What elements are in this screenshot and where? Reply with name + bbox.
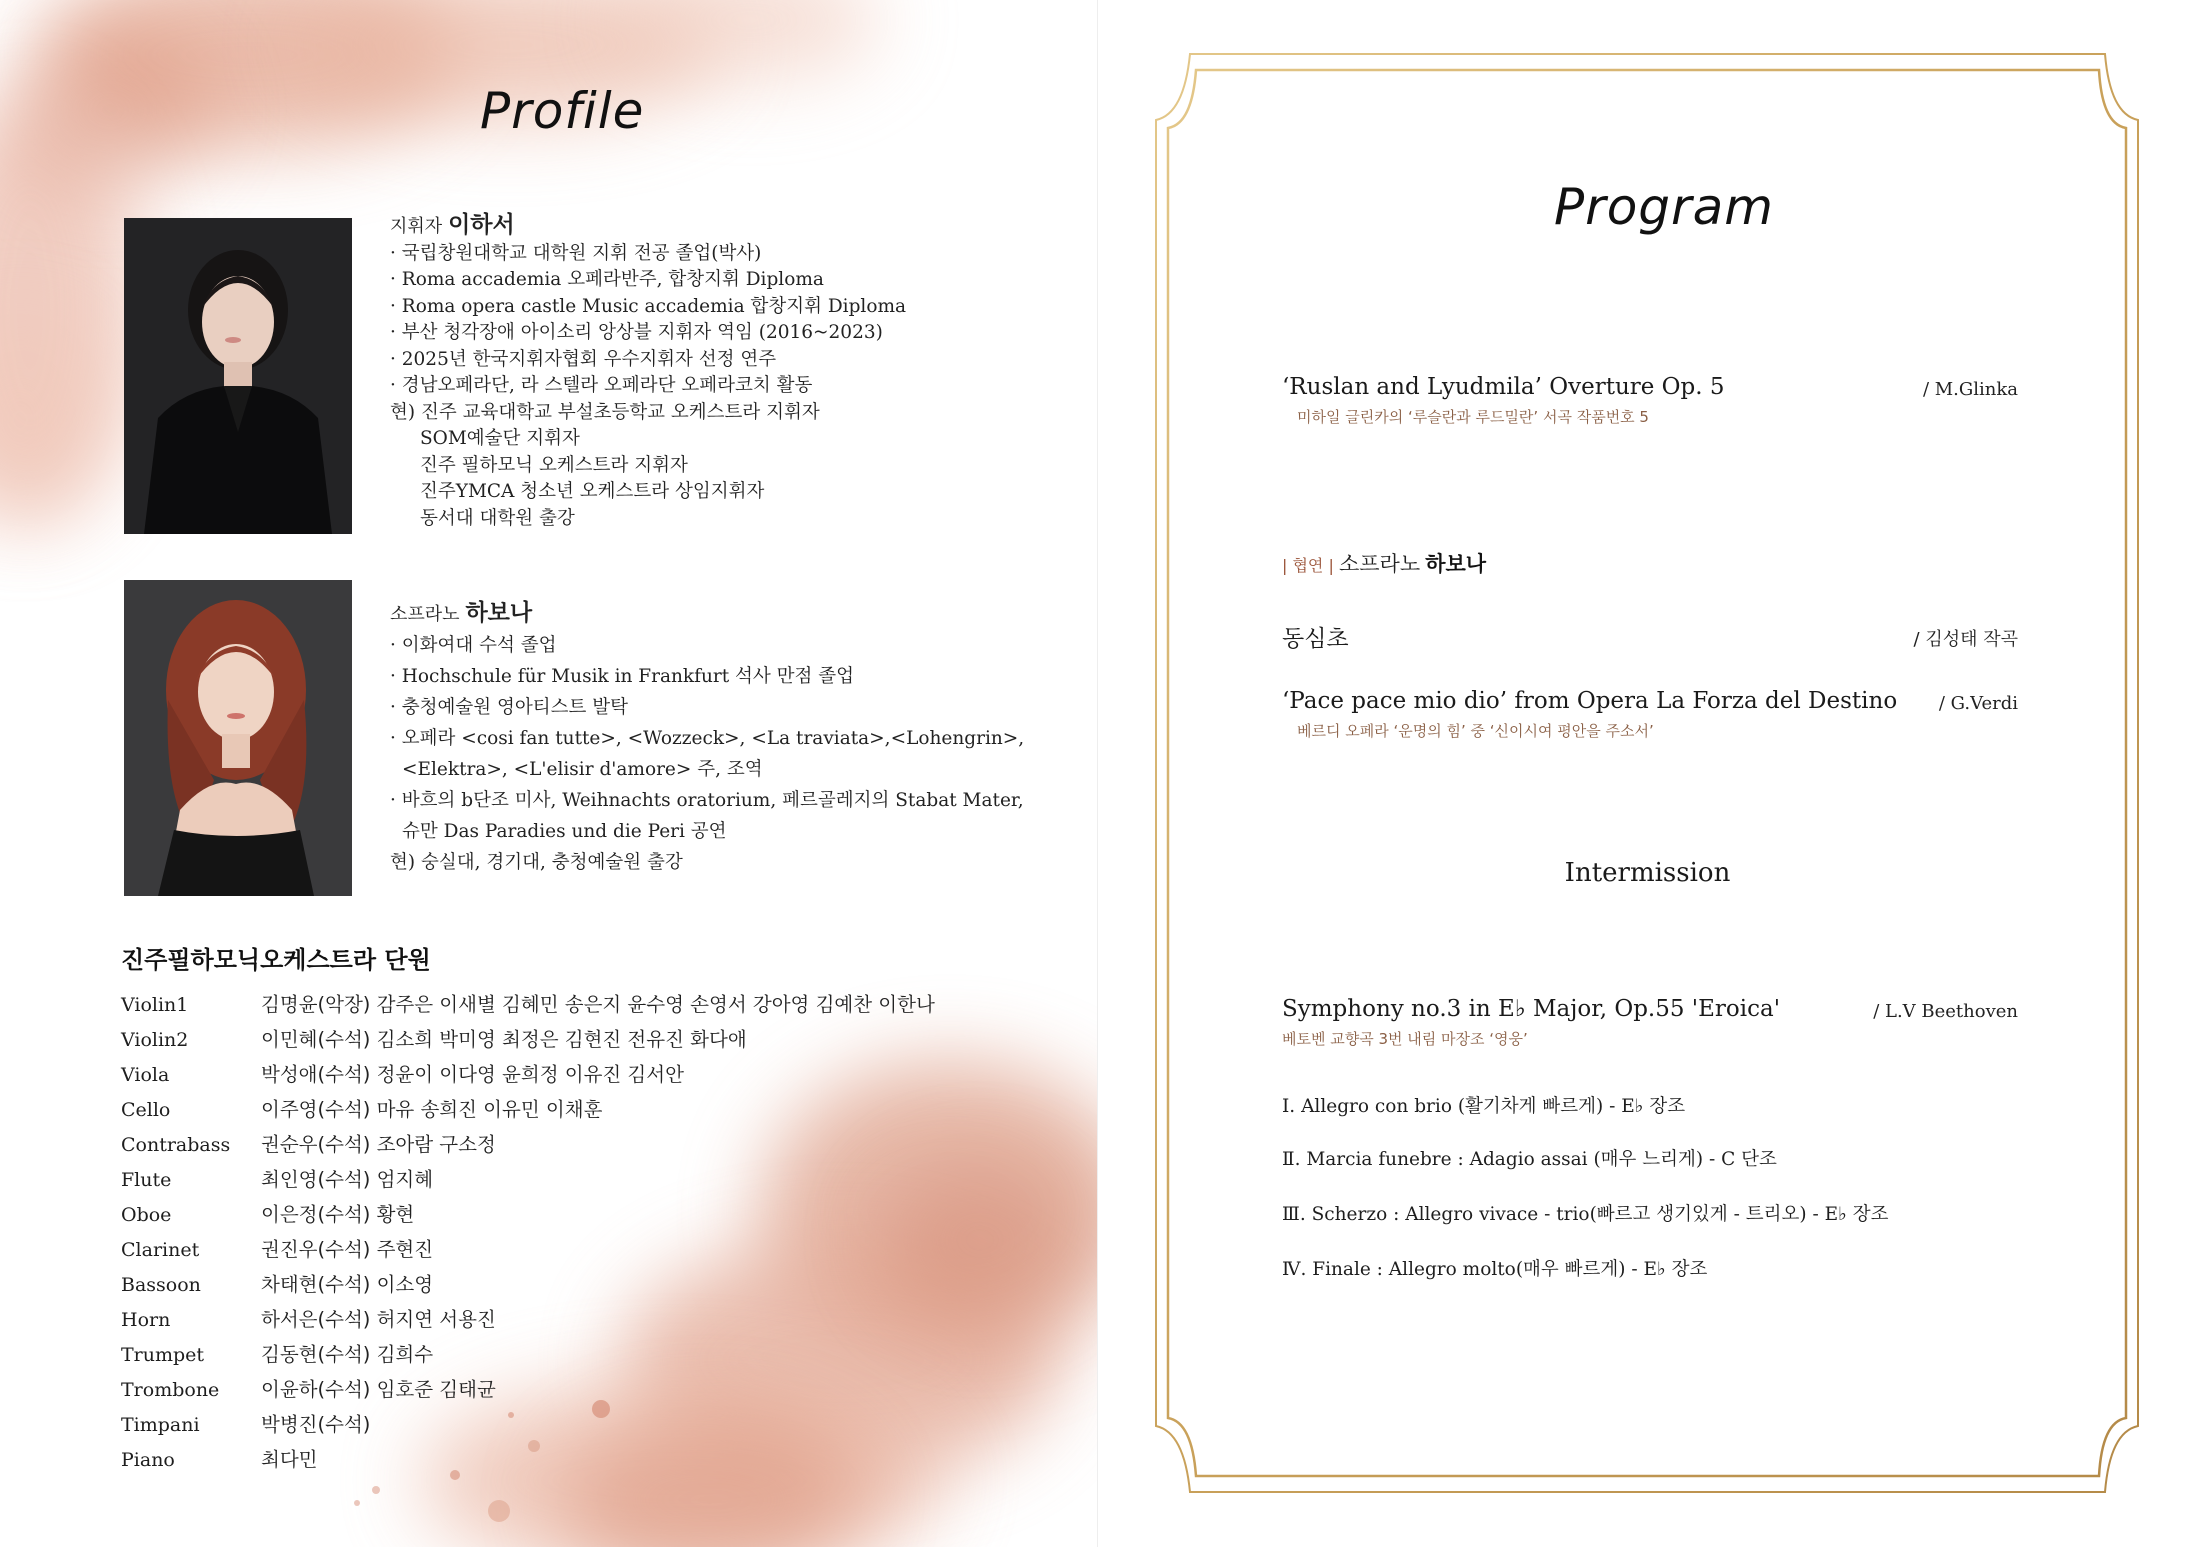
member-row bbox=[121, 1025, 935, 1060]
soprano-line: · 충청예술원 영아티스트 발탁 bbox=[390, 697, 628, 718]
soprano-name: 하보나 bbox=[465, 600, 533, 626]
movement-line: Ⅲ. Scherzo : Allegro vivace - trio(빠르고 생기있게 - 트리오) - E♭ 장조 bbox=[1282, 1204, 1889, 1225]
conductor-line: · Roma accademia 오페라반주, 합창지휘 Diploma bbox=[390, 269, 824, 290]
member-names: 최인영(수석) 엄지혜 bbox=[261, 1168, 434, 1191]
soprano-line: · 오페라 <cosi fan tutte>, <Wozzeck>, <La traviata>,<Lohengrin>, bbox=[390, 728, 1025, 749]
member-row bbox=[121, 1130, 935, 1165]
conductor-current-role: 진주YMCA 청소년 오케스트라 상임지휘자 bbox=[420, 481, 765, 502]
member-row bbox=[121, 1200, 935, 1235]
performer-tag: | 협연 | bbox=[1282, 556, 1334, 575]
program-piece-title: ‘Ruslan and Lyudmila’ Overture Op. 5 bbox=[1282, 374, 1725, 400]
soprano-line: · Hochschule für Musik in Frankfurt 석사 만점 졸업 bbox=[390, 666, 855, 687]
soprano-line: · 이화여대 수석 졸업 bbox=[390, 635, 557, 656]
member-names: 이은정(수석) 황현 bbox=[261, 1203, 415, 1226]
member-names: 최다민 bbox=[261, 1448, 318, 1471]
soprano-line: <Elektra>, <L'elisir d'amore> 주, 조역 bbox=[402, 759, 763, 780]
member-row bbox=[121, 1340, 935, 1375]
conductor-profile bbox=[390, 212, 906, 532]
performer-name: 하보나 bbox=[1425, 552, 1487, 576]
member-row bbox=[121, 1095, 935, 1130]
conductor-line: · Roma opera castle Music accademia 합창지휘 Diploma bbox=[390, 295, 907, 317]
instrument-label: Trumpet bbox=[121, 1344, 205, 1366]
member-row bbox=[121, 1445, 935, 1480]
member-row bbox=[121, 1375, 935, 1410]
profile-page bbox=[0, 0, 1098, 1547]
member-row bbox=[121, 1060, 935, 1095]
instrument-label: Clarinet bbox=[121, 1239, 200, 1261]
conductor-line: · 2025년 한국지휘자협회 우수지휘자 선정 연주 bbox=[390, 348, 777, 370]
member-row bbox=[121, 1305, 935, 1340]
instrument-label: Piano bbox=[121, 1449, 175, 1471]
instrument-label: Bassoon bbox=[121, 1274, 201, 1296]
instrument-label: Violin1 bbox=[121, 994, 189, 1016]
instrument-label: Oboe bbox=[121, 1204, 172, 1226]
member-names: 권진우(수석) 주현진 bbox=[261, 1238, 434, 1261]
program-composer: / L.V Beethoven bbox=[1873, 1001, 2018, 1022]
member-names: 이주영(수석) 마유 송희진 이유민 이채훈 bbox=[261, 1098, 603, 1121]
conductor-current-role: SOM예술단 지휘자 bbox=[420, 428, 580, 449]
member-row bbox=[121, 1270, 935, 1305]
member-names: 박병진(수석) bbox=[261, 1413, 371, 1436]
member-row bbox=[121, 1235, 935, 1270]
program-composer: / G.Verdi bbox=[1938, 693, 2018, 714]
soprano-role: 소프라노 bbox=[390, 604, 460, 625]
member-row bbox=[121, 1410, 935, 1445]
instrument-label: Flute bbox=[121, 1169, 172, 1191]
instrument-label: Contrabass bbox=[121, 1134, 231, 1156]
program-item bbox=[1282, 996, 2018, 1049]
movement-line: Ⅱ. Marcia funebre : Adagio assai (매우 느리게) - C 단조 bbox=[1282, 1149, 1777, 1170]
conductor-name: 이하서 bbox=[448, 212, 515, 238]
soprano-line: 슈만 Das Paradies und die Peri 공연 bbox=[402, 821, 727, 842]
program-composer: / M.Glinka bbox=[1922, 379, 2018, 400]
orchestra-title: 진주필하모닉오케스트라 단원 bbox=[121, 946, 431, 974]
program-piece-title: ‘Pace pace mio dio’ from Opera La Forza del Destino bbox=[1282, 688, 1898, 714]
soprano-line: 현) 숭실대, 경기대, 충청예술원 출강 bbox=[390, 852, 683, 873]
member-names: 김명윤(악장) 감주은 이새별 김혜민 송은지 윤수영 손영서 강아영 김예찬 이한나 bbox=[261, 993, 935, 1016]
member-names: 권순우(수석) 조아람 구소정 bbox=[261, 1133, 496, 1156]
movement-line: Ⅳ. Finale : Allegro molto(매우 빠르게) - E♭ 장조 bbox=[1282, 1259, 1708, 1280]
conductor-line: · 부산 청각장애 아이소리 앙상블 지휘자 역임 (2016~2023) bbox=[390, 322, 883, 343]
member-names: 김동현(수석) 김희수 bbox=[261, 1343, 434, 1366]
conductor-line: · 국립창원대학교 대학원 지휘 전공 졸업(박사) bbox=[390, 242, 762, 264]
program-item bbox=[1282, 620, 2018, 653]
member-names: 이윤하(수석) 임호준 김태균 bbox=[261, 1378, 496, 1401]
member-names: 이민혜(수석) 김소희 박미영 최정은 김현진 전유진 화다애 bbox=[261, 1028, 747, 1051]
instrument-label: Trombone bbox=[121, 1379, 220, 1401]
soprano-photo bbox=[124, 580, 352, 896]
program-item bbox=[1282, 374, 2018, 427]
soprano-line: · 바흐의 b단조 미사, Weihnachts oratorium, 페르골레지의 Stabat Mater, bbox=[390, 790, 1024, 811]
instrument-label: Horn bbox=[121, 1309, 171, 1331]
program-piece-subtitle: 베토벤 교향곡 3번 내림 마장조 ‘영웅’ bbox=[1282, 1030, 1528, 1048]
member-names: 하서은(수석) 허지연 서용진 bbox=[261, 1308, 496, 1331]
member-names: 박성애(수석) 정윤이 이다영 윤희정 이유진 김서안 bbox=[261, 1063, 684, 1086]
member-row bbox=[121, 1165, 935, 1200]
intermission-label: Intermission bbox=[1564, 858, 1731, 888]
conductor-role: 지휘자 bbox=[390, 216, 443, 237]
conductor-photo bbox=[124, 218, 352, 534]
orchestra-member-list bbox=[121, 990, 935, 1480]
member-names: 차태현(수석) 이소영 bbox=[261, 1273, 434, 1296]
instrument-label: Viola bbox=[121, 1064, 170, 1086]
conductor-line: 현) 진주 교육대학교 부설초등학교 오케스트라 지휘자 bbox=[390, 401, 820, 423]
movement-line: Ⅰ. Allegro con brio (활기차게 빠르게) - E♭ 장조 bbox=[1282, 1096, 1686, 1117]
instrument-label: Violin2 bbox=[121, 1029, 189, 1051]
program-composer: / 김성태 작곡 bbox=[1913, 629, 2018, 650]
performer-role: 소프라노 bbox=[1338, 552, 1421, 576]
program-item bbox=[1282, 688, 2018, 741]
conductor-line: · 경남오페라단, 라 스텔라 오페라단 오페라코치 활동 bbox=[390, 375, 813, 396]
soprano-profile bbox=[390, 598, 1024, 878]
performer-line bbox=[1282, 548, 1486, 578]
instrument-label: Timpani bbox=[121, 1414, 200, 1436]
program-piece-subtitle: 미하일 글린카의 ‘루슬란과 루드밀란’ 서곡 작품번호 5 bbox=[1297, 408, 1649, 426]
program-piece-title: 동심초 bbox=[1282, 626, 1349, 652]
program-piece-title: Symphony no.3 in E♭ Major, Op.55 'Eroica' bbox=[1282, 996, 1781, 1022]
instrument-label: Cello bbox=[121, 1099, 171, 1121]
program-piece-subtitle: 베르디 오페라 ‘운명의 힘’ 중 ‘신이시여 평안을 주소서’ bbox=[1297, 722, 1654, 740]
member-row bbox=[121, 990, 935, 1025]
profile-title: Profile bbox=[480, 82, 645, 140]
conductor-current-role: 진주 필하모닉 오케스트라 지휘자 bbox=[420, 454, 688, 476]
conductor-current-role: 동서대 대학원 출강 bbox=[420, 507, 575, 529]
program-title: Program bbox=[1554, 178, 1774, 236]
program-page bbox=[1098, 0, 2197, 1547]
